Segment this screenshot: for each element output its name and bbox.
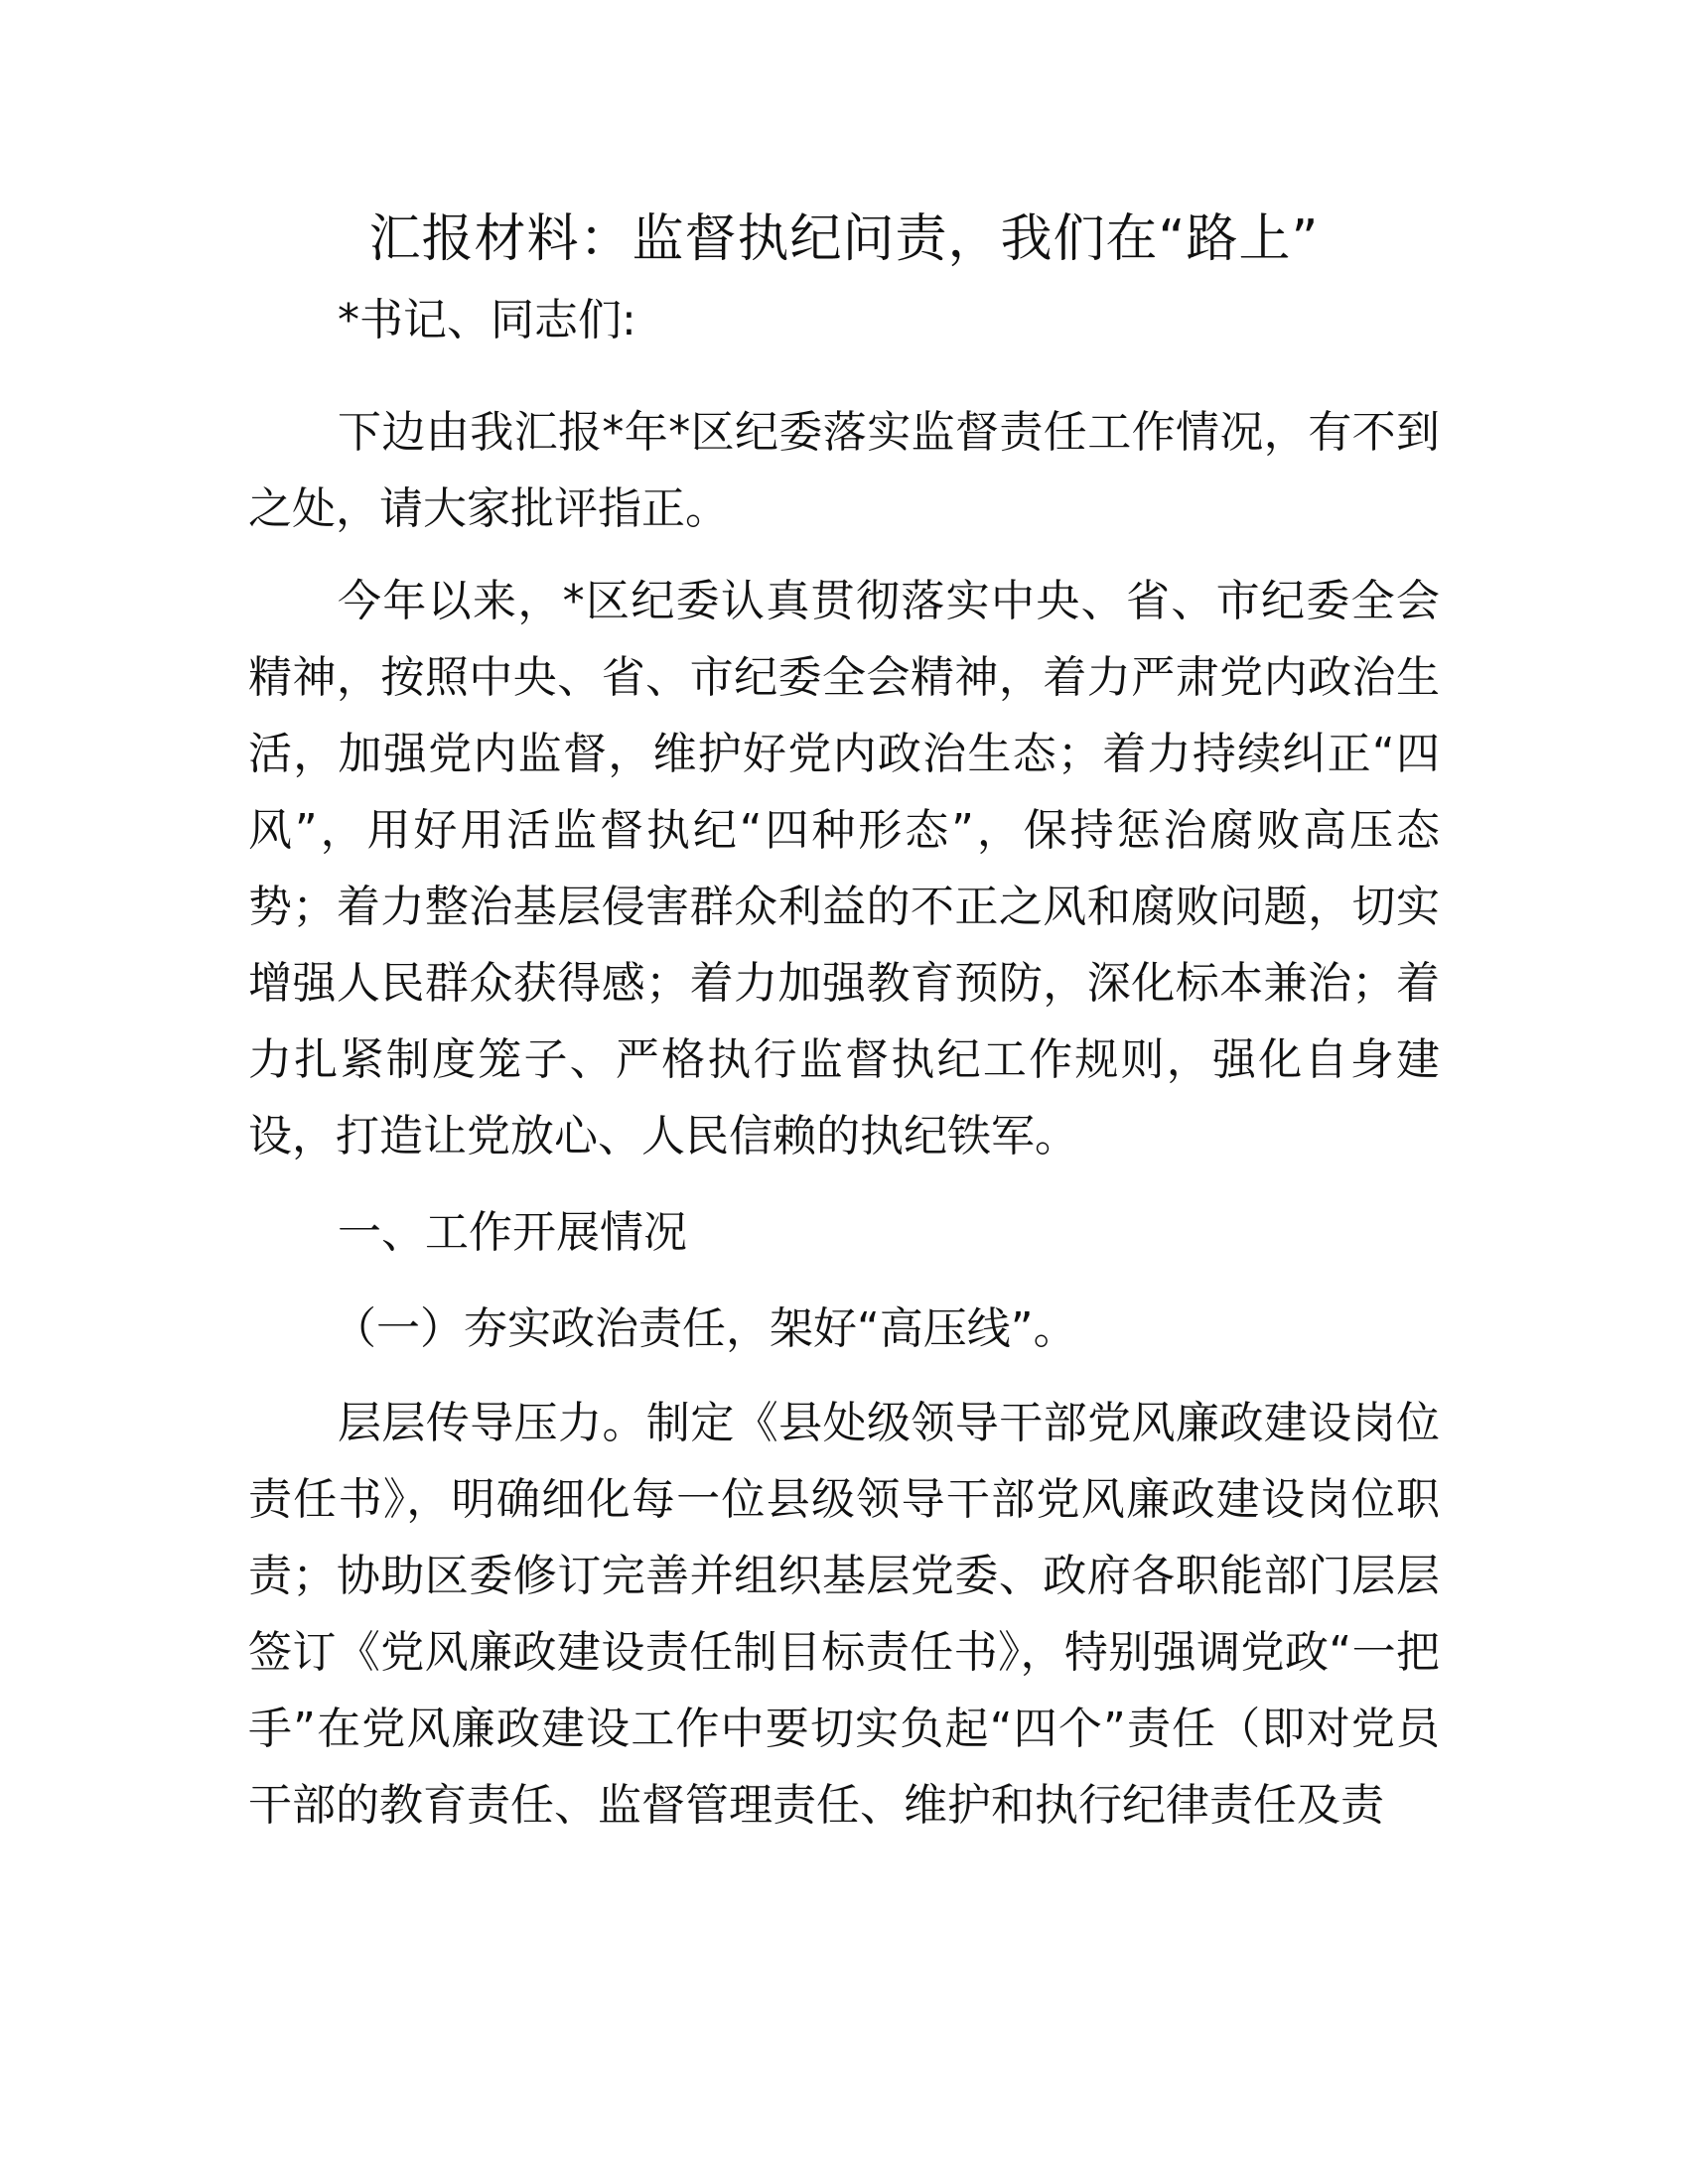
paragraph-intro: 下边由我汇报*年*区纪委落实监督责任工作情况，有不到之处，请大家批评指正。 [248,407,1440,534]
subsection-heading: （一）夯实政治责任，架好“高压线”。 [333,1303,1077,1354]
document-title: 汇报材料：监督执纪问责，我们在“路上” [368,209,1320,269]
paragraph-pressure: 层层传导压力。制定《县处级领导干部党风廉政建设岗位责任书》，明确细化每一位县级领导干部党风廉政建设岗位职责；协助区委修订完善并组织基层党委、政府各职能部门层层签订《党风廉政建设责任制目标责任书》，特别强调党政“一把手”在党风廉政建设工作中要切实负起“四个”责任（即对党员干部的教育责任、监督管理责任、维护和执行纪律责任及责 [248,1398,1440,1831]
salutation: *书记、同志们: [338,295,636,345]
paragraph-overview: 今年以来，*区纪委认真贯彻落实中央、省、市纪委全会精神，按照中央、省、市纪委全会精神，着力严肃党内政治生活，加强党内监督，维护好党内政治生态；着力持续纠正“四风”，用好用活监督执纪“四种形态”，保持惩治腐败高压态势；着力整治基层侵害群众利益的不正之风和腐败问题，切实增强人民群众获得感；着力加强教育预防，深化标本兼治；着力扎紧制度笼子、严格执行监督执纪工作规则，强化自身建设，打造让党放心、人民信赖的执纪铁军。 [248,576,1440,1161]
section-heading: 一、工作开展情况 [338,1207,687,1258]
